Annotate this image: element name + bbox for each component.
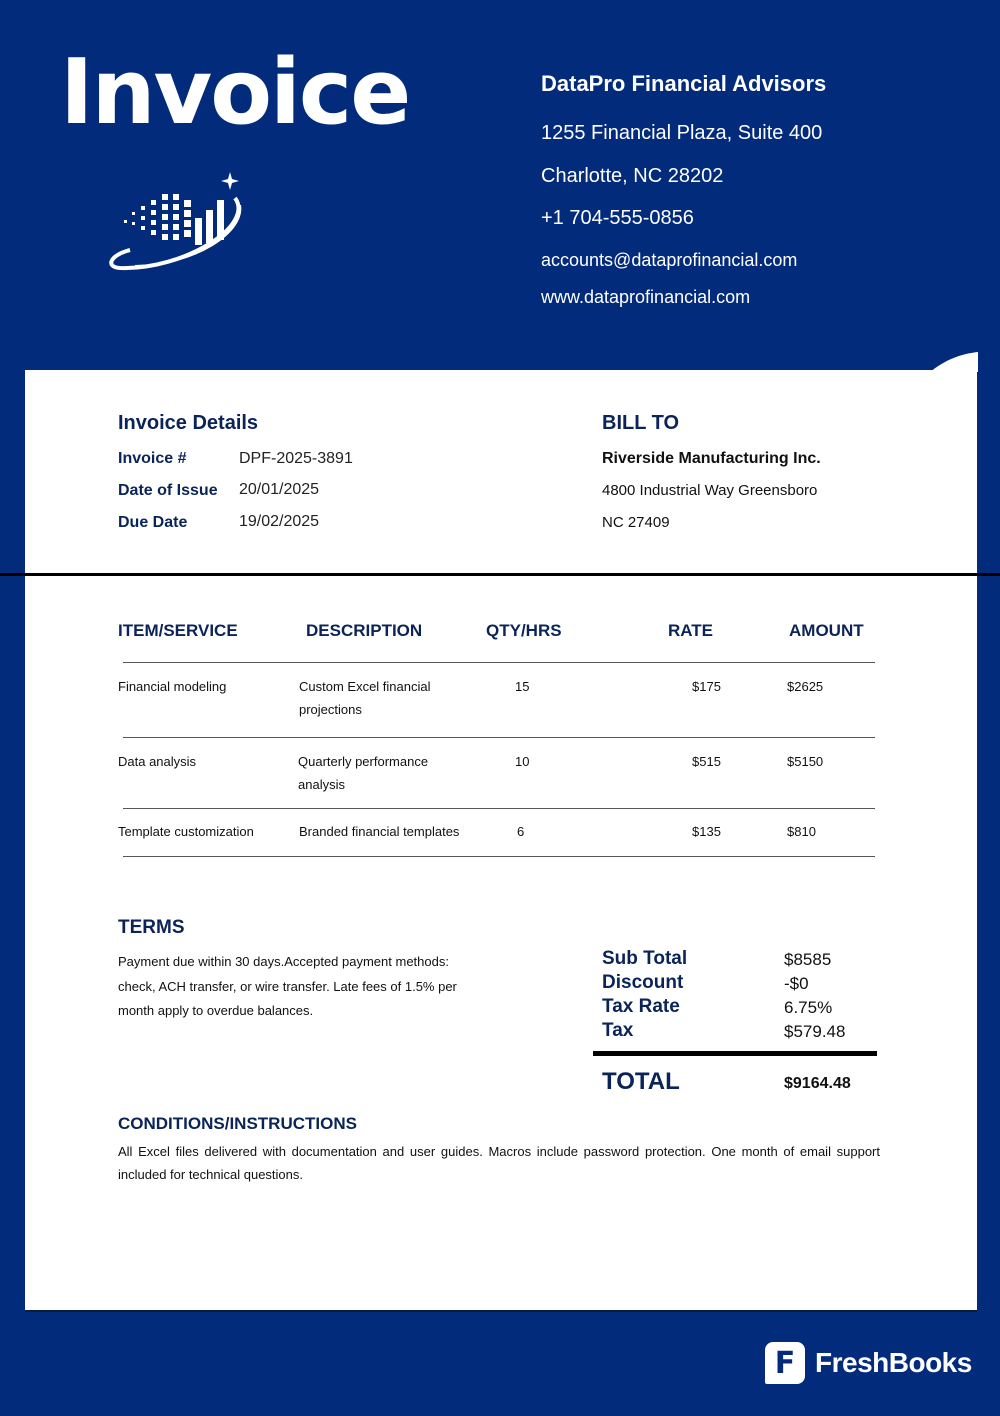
issue-date-label: Date of Issue <box>118 482 218 499</box>
freshbooks-wordmark: FreshBooks <box>815 1347 972 1378</box>
row3-rate: $135 <box>692 824 721 839</box>
table-row-divider <box>123 808 875 809</box>
table-row-divider <box>123 662 875 663</box>
conditions-text: All Excel files delivered with documentation and user guides. Macros include password protection. One month of email support included for technical questions. <box>118 1144 880 1182</box>
company-name: DataPro Financial Advisors <box>541 71 827 96</box>
column-header-qty: QTY/HRS <box>486 621 562 640</box>
row3-qty: 6 <box>517 824 525 839</box>
row2-description: Quarterly performance analysis <box>298 754 429 792</box>
table-row-divider <box>123 737 875 738</box>
issue-date-value: 20/01/2025 <box>239 481 320 498</box>
tax-rate-label: Tax Rate <box>602 996 680 1017</box>
tax-value: $579.48 <box>784 1022 846 1041</box>
column-header-description: DESCRIPTION <box>306 621 423 640</box>
row3-amount: $810 <box>787 824 816 839</box>
row1-rate: $175 <box>692 679 721 694</box>
company-phone: +1 704-555-0856 <box>541 207 694 229</box>
section-divider <box>0 573 1000 576</box>
company-address-line1: 1255 Financial Plaza, Suite 400 <box>541 122 823 144</box>
bill-to-heading: BILL TO <box>602 412 680 434</box>
conditions-heading: CONDITIONS/INSTRUCTIONS <box>118 1114 357 1133</box>
freshbooks-logo <box>765 1342 972 1384</box>
due-date-label: Due Date <box>118 514 188 531</box>
row1-item: Financial modeling <box>118 679 227 694</box>
freshbooks-f-icon: F <box>765 1342 805 1384</box>
terms-text: Payment due within 30 days.Accepted payment methods: check, ACH transfer, or wire transfer. Late fees of 1.5% per month apply to overdue balances. <box>118 954 457 1018</box>
tax-label: Tax <box>602 1020 634 1041</box>
row2-amount: $5150 <box>787 754 824 769</box>
terms-heading: TERMS <box>118 917 185 938</box>
company-email[interactable]: accounts@dataprofinancial.com <box>541 250 798 270</box>
invoice-number-label: Invoice # <box>118 450 187 467</box>
subtotal-label: Sub Total <box>602 948 688 969</box>
row1-qty: 15 <box>515 679 530 694</box>
table-row-divider <box>123 856 875 857</box>
company-address-line2: Charlotte, NC 28202 <box>541 165 724 187</box>
discount-label: Discount <box>602 972 684 993</box>
due-date-value: 19/02/2025 <box>239 513 320 530</box>
row2-qty: 10 <box>515 754 530 769</box>
column-header-item: ITEM/SERVICE <box>118 621 238 640</box>
total-value: $9164.48 <box>784 1075 851 1092</box>
bill-to-address-line1: 4800 Industrial Way Greensboro <box>602 482 818 499</box>
total-label: TOTAL <box>602 1068 680 1095</box>
discount-value: -$0 <box>784 974 809 993</box>
bar-chart-swoosh-logo-icon <box>105 170 255 280</box>
bill-to-address-line2: NC 27409 <box>602 514 670 531</box>
company-website[interactable]: www.dataprofinancial.com <box>541 287 751 307</box>
invoice-number-value: DPF-2025-3891 <box>239 450 353 467</box>
corner-wave-decoration <box>930 350 978 372</box>
row1-amount: $2625 <box>787 679 824 694</box>
total-divider <box>593 1051 877 1056</box>
invoice-details-heading: Invoice Details <box>118 412 259 434</box>
row3-description: Branded financial templates <box>299 824 460 839</box>
subtotal-value: $8585 <box>784 950 832 969</box>
invoice-title: Invoice <box>60 40 410 145</box>
column-header-rate: RATE <box>668 621 714 640</box>
row2-rate: $515 <box>692 754 721 769</box>
bill-to-name: Riverside Manufacturing Inc. <box>602 450 821 467</box>
column-header-amount: AMOUNT <box>789 621 864 640</box>
row2-item: Data analysis <box>118 754 197 769</box>
row3-item: Template customization <box>118 824 254 839</box>
row1-description: Custom Excel financial projections <box>299 679 431 717</box>
tax-rate-value: 6.75% <box>784 998 833 1017</box>
